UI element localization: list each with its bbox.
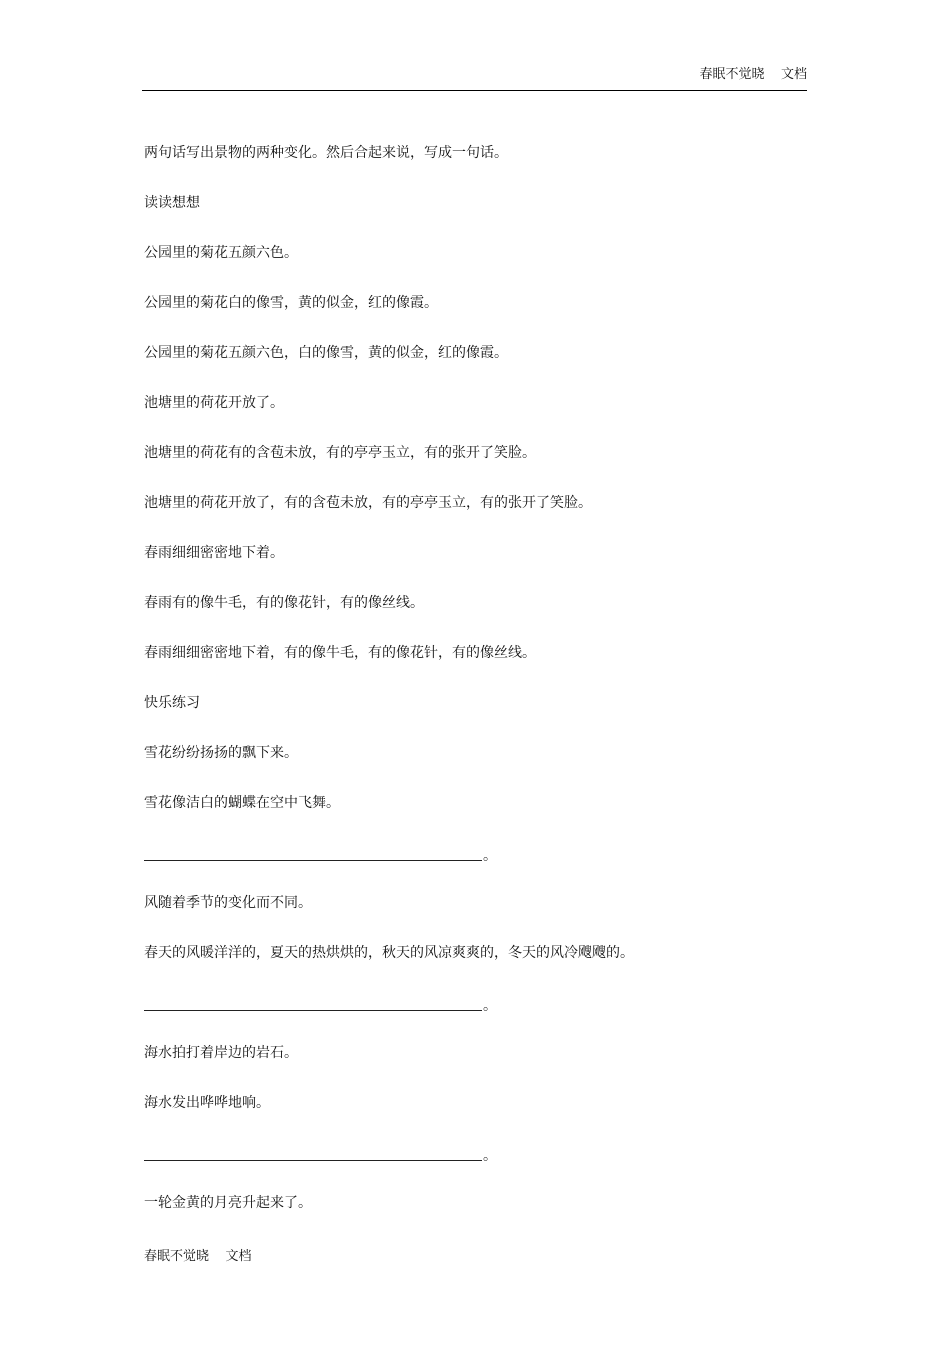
sentence: 公园里的菊花五颜六色，白的像雪，黄的似金，红的像霞。 — [144, 345, 508, 361]
sentence: 公园里的菊花白的像雪，黄的似金，红的像霞。 — [144, 295, 438, 311]
sentence: 池塘里的荷花开放了，有的含苞未放，有的亭亭玉立，有的张开了笑脸。 — [144, 495, 592, 511]
sentence: 一轮金黄的月亮升起来了。 — [144, 1195, 312, 1211]
sentence: 春雨细细密密地下着，有的像牛毛，有的像花针，有的像丝线。 — [144, 645, 536, 661]
sentence: 池塘里的荷花开放了。 — [144, 395, 284, 411]
sentence: 雪花纷纷扬扬的飘下来。 — [144, 745, 298, 761]
instruction-text: 两句话写出景物的两种变化。然后合起来说，写成一句话。 — [144, 145, 508, 161]
sentence: 海水拍打着岸边的岩石。 — [144, 1045, 298, 1061]
page-header — [142, 66, 807, 91]
section-heading-read: 读读想想 — [144, 195, 200, 211]
sentence: 春天的风暖洋洋的，夏天的热烘烘的，秋天的风凉爽爽的，冬天的风冷飕飕的。 — [144, 945, 634, 961]
header-text: 春眠不觉晓 文档 — [699, 67, 807, 82]
answer-blank-period: 。 — [483, 848, 497, 864]
sentence: 池塘里的荷花有的含苞未放，有的亭亭玉立，有的张开了笑脸。 — [144, 445, 536, 461]
section-heading-practice: 快乐练习 — [144, 695, 200, 711]
sentence: 海水发出哗哗地响。 — [144, 1095, 270, 1111]
sentence: 春雨有的像牛毛，有的像花针，有的像丝线。 — [144, 595, 424, 611]
answer-blank-3[interactable] — [144, 1160, 482, 1161]
sentence: 公园里的菊花五颜六色。 — [144, 245, 298, 261]
answer-blank-period: 。 — [483, 1148, 497, 1164]
sentence: 雪花像洁白的蝴蝶在空中飞舞。 — [144, 795, 340, 811]
answer-blank-1[interactable] — [144, 860, 482, 861]
sentence: 春雨细细密密地下着。 — [144, 545, 284, 561]
answer-blank-period: 。 — [483, 998, 497, 1014]
sentence: 风随着季节的变化而不同。 — [144, 895, 312, 911]
page-footer: 春眠不觉晓 文档 — [144, 1249, 252, 1264]
answer-blank-2[interactable] — [144, 1010, 482, 1011]
